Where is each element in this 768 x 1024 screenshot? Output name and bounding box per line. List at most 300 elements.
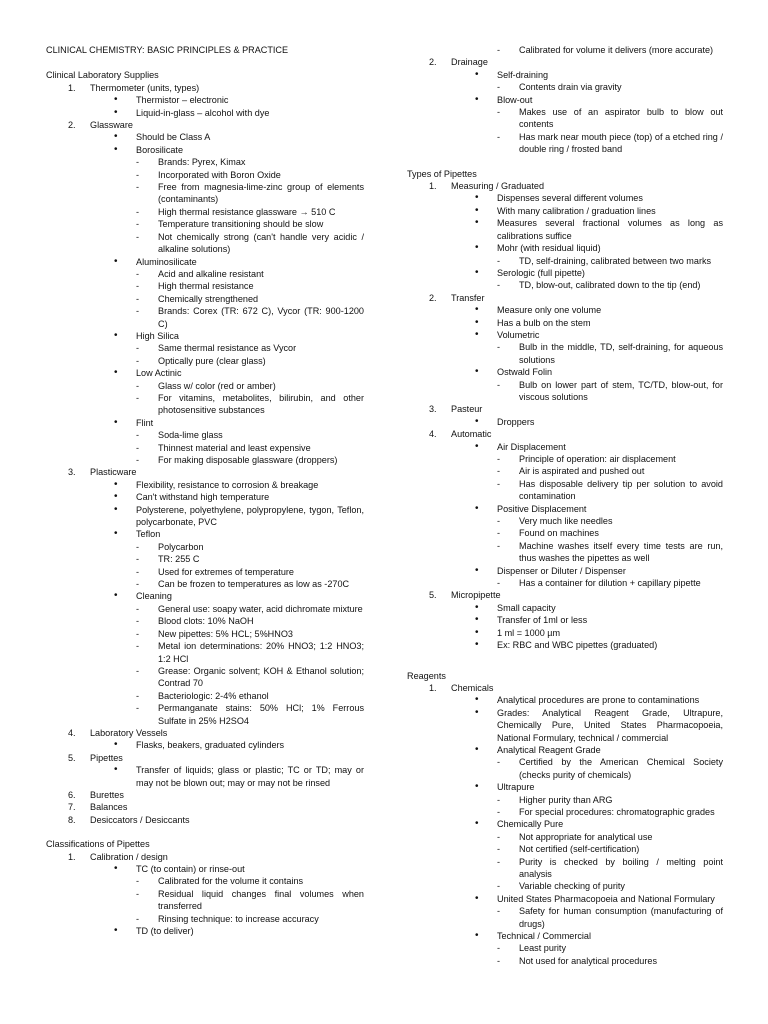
bullet-item	[46, 256, 364, 268]
bullet-icon: •	[475, 204, 479, 216]
dash-item	[407, 540, 723, 565]
dash-item	[46, 355, 364, 367]
line-text: TR: 255 C	[158, 554, 200, 565]
line-text: Chemicals	[451, 682, 494, 693]
dash-marker: -	[136, 541, 140, 552]
line-text: Bulb on lower part of stem, TC/TD, blow-out, for viscous solutions	[519, 379, 723, 402]
line-text: Has disposable delivery tip per solution to avoid contamination	[519, 478, 723, 502]
dash-marker: -	[136, 206, 140, 217]
dash-item	[46, 578, 364, 590]
bullet-item	[407, 441, 723, 453]
line-text: Can be frozen to temperatures as low as -270C	[158, 579, 350, 590]
dash-item	[46, 702, 364, 727]
line-text: New pipettes: 5% HCL; 5%HNO3	[158, 628, 293, 639]
dash-item	[46, 392, 364, 417]
bullet-icon: •	[114, 764, 118, 776]
line-text: Acid and alkaline resistant	[158, 268, 264, 279]
section-heading	[46, 838, 364, 850]
line-text: Glass w/ color (red or amber)	[158, 380, 276, 391]
dash-marker: -	[136, 157, 140, 168]
dash-item	[407, 905, 723, 930]
bullet-icon: •	[114, 863, 118, 874]
line-text: Optically pure (clear glass)	[158, 355, 266, 366]
list-number: 1.	[429, 181, 437, 192]
line-text: Has a container for dilution + capillary pipette	[519, 578, 701, 589]
dash-marker: -	[136, 392, 140, 403]
dash-item	[407, 44, 723, 56]
line-text: Low Actinic	[136, 368, 182, 379]
bullet-item	[407, 267, 723, 279]
list-number: 6.	[68, 789, 76, 800]
bullet-icon: •	[114, 503, 118, 515]
bullet-item	[407, 627, 723, 639]
dash-marker: -	[136, 268, 140, 279]
line-text: Pasteur	[451, 404, 483, 415]
bullet-icon: •	[114, 590, 118, 602]
dash-marker: -	[497, 454, 501, 464]
left-column	[46, 44, 364, 937]
dash-item	[407, 880, 723, 892]
line-text: Self-draining	[497, 69, 549, 80]
dash-item	[407, 955, 723, 967]
bullet-item	[407, 503, 723, 515]
outline-item	[46, 752, 364, 764]
list-number: 2.	[429, 292, 437, 303]
bullet-icon: •	[475, 781, 479, 793]
dash-marker: -	[497, 794, 501, 805]
dash-marker: -	[136, 182, 140, 193]
bullet-item	[46, 131, 364, 143]
bullet-item	[407, 930, 723, 942]
line-text: Rinsing technique: to increase accuracy	[158, 913, 319, 924]
page-title-text: CLINICAL CHEMISTRY: BASIC PRINCIPLES & PRACTICE	[46, 45, 289, 55]
dash-marker: -	[497, 379, 501, 390]
dash-item	[46, 603, 364, 615]
bullet-icon: •	[475, 502, 479, 514]
dash-item	[46, 206, 364, 218]
line-text: General use: soapy water, acid dichromate mixture	[158, 603, 363, 614]
dash-marker: -	[136, 579, 140, 590]
line-text: Certified by the American Chemical Society (checks purity of chemicals)	[519, 757, 723, 780]
bullet-item	[46, 504, 364, 529]
bullet-icon: •	[475, 328, 479, 340]
line-text: For making disposable glassware (droppers)	[158, 455, 338, 465]
list-number: 3.	[68, 467, 76, 478]
dash-item	[407, 756, 723, 781]
bullet-icon: •	[475, 242, 479, 254]
bullet-item	[407, 242, 723, 254]
line-text: Plasticware	[90, 467, 137, 478]
dash-marker: -	[136, 169, 140, 180]
bullet-icon: •	[114, 143, 118, 155]
line-text: Transfer	[451, 292, 485, 303]
dash-item	[407, 843, 723, 855]
dash-marker: -	[497, 844, 501, 855]
line-text: Classifications of Pipettes	[46, 839, 150, 850]
line-text: Thermometer (units, types)	[90, 82, 200, 93]
outline-item	[407, 56, 723, 68]
outline-item	[407, 180, 723, 192]
bullet-icon: •	[475, 706, 479, 718]
bullet-icon: •	[114, 94, 118, 106]
line-text: Transfer of liquids; glass or plastic; TC or TD; may or may not be blown out; may or may not be rinsed	[136, 765, 364, 788]
outline-item	[46, 466, 364, 478]
bullet-icon: •	[475, 614, 479, 626]
line-text: Has a bulb on the stem	[497, 317, 591, 328]
dash-item	[407, 379, 723, 404]
dash-marker: -	[136, 665, 140, 676]
bullet-item	[46, 417, 364, 429]
bullet-icon: •	[475, 415, 479, 427]
dash-marker: -	[497, 82, 501, 93]
line-text: High Silica	[136, 330, 179, 341]
dash-marker: -	[497, 757, 501, 768]
bullet-item	[407, 329, 723, 341]
dash-item	[407, 279, 723, 291]
bullet-icon: •	[475, 192, 479, 204]
dash-marker: -	[497, 540, 501, 551]
line-text: Mohr (with residual liquid)	[497, 243, 601, 254]
outline-item	[407, 428, 723, 440]
line-text: Flexibility, resistance to corrosion & breakage	[136, 479, 319, 490]
line-text: Brands: Pyrex, Kimax	[158, 157, 246, 168]
bullet-icon: •	[114, 528, 118, 540]
line-text: Not appropriate for analytical use	[519, 831, 653, 842]
line-text: Glassware	[90, 120, 133, 131]
dash-marker: -	[497, 955, 501, 966]
bullet-icon: •	[475, 266, 479, 278]
dash-marker: -	[497, 255, 501, 266]
dash-marker: -	[136, 628, 140, 639]
dash-item	[46, 156, 364, 168]
line-text: TD (to deliver)	[136, 926, 194, 937]
dash-marker: -	[136, 913, 140, 924]
outline-item	[407, 589, 723, 601]
bullet-icon: •	[475, 626, 479, 638]
bullet-icon: •	[475, 316, 479, 328]
dash-marker: -	[136, 566, 140, 577]
bullet-item	[46, 94, 364, 106]
bullet-icon: •	[475, 818, 479, 830]
bullet-item	[46, 107, 364, 119]
bullet-icon: •	[114, 255, 118, 267]
line-text: Grease: Organic solvent; KOH & Ethanol solution; Contrad 70	[158, 665, 364, 689]
dash-item	[46, 231, 364, 256]
line-text: Found on machines	[519, 528, 599, 539]
bullet-item	[46, 863, 364, 875]
line-text: Flint	[136, 417, 154, 428]
line-text: Bacteriologic: 2-4% ethanol	[158, 690, 269, 701]
bullet-item	[46, 925, 364, 937]
line-text: Has mark near mouth piece (top) of a etched ring / double ring / frosted band	[519, 131, 723, 155]
line-text: Balances	[90, 802, 128, 813]
dash-marker: -	[136, 293, 140, 304]
line-text: Serologic (full pipette)	[497, 267, 585, 278]
bullet-item	[407, 205, 723, 217]
outline-item	[46, 82, 364, 94]
dash-item	[407, 856, 723, 881]
line-text: Flasks, beakers, graduated cylinders	[136, 740, 285, 751]
outline-item	[407, 403, 723, 415]
dash-marker: -	[497, 806, 501, 817]
dash-item	[407, 341, 723, 366]
line-text: Purity is checked by boiling / melting point analysis	[519, 856, 723, 879]
bullet-item	[407, 366, 723, 378]
line-text: Permanganate stains: 50% HCl; 1% Ferrous Sulfate in 25% H2SO4	[158, 703, 364, 726]
bullet-item	[407, 694, 723, 706]
dash-item	[407, 465, 723, 477]
bullet-icon: •	[475, 743, 479, 755]
line-text: Thermistor – electronic	[136, 95, 229, 106]
line-text: Small capacity	[497, 602, 556, 613]
line-text: Not used for analytical procedures	[519, 955, 657, 966]
dash-item	[46, 454, 364, 466]
section-heading	[407, 670, 723, 682]
line-text: Air Displacement	[497, 441, 566, 452]
line-text: Bulb in the middle, TD, self-draining, for aqueous solutions	[519, 342, 723, 365]
section-heading	[46, 69, 364, 81]
dash-marker: -	[136, 455, 140, 465]
list-number: 1.	[68, 82, 76, 93]
list-number: 7.	[68, 802, 76, 813]
line-text: Ultrapure	[497, 782, 535, 793]
line-text: Variable checking of purity	[519, 881, 625, 892]
dash-marker: -	[136, 430, 140, 441]
dash-marker: -	[136, 554, 140, 565]
bullet-icon: •	[475, 217, 479, 229]
line-text: Air is aspirated and pushed out	[519, 466, 645, 477]
bullet-item	[407, 192, 723, 204]
bullet-icon: •	[114, 131, 118, 143]
bullet-item	[407, 602, 723, 614]
list-number: 5.	[68, 752, 76, 763]
line-text: United States Pharmacopoeia and National Formulary	[497, 893, 715, 904]
line-text: TD, blow-out, calibrated down to the tip (end)	[519, 280, 701, 291]
dash-item	[46, 553, 364, 565]
list-number: 5.	[429, 590, 437, 601]
bullet-icon: •	[475, 440, 479, 452]
line-text: Chemically strengthened	[158, 293, 259, 304]
line-text: Drainage	[451, 57, 488, 68]
dash-marker: -	[497, 881, 501, 892]
dash-item	[407, 806, 723, 818]
bullet-icon: •	[475, 601, 479, 613]
dash-item	[46, 615, 364, 627]
dash-item	[407, 255, 723, 267]
line-text: Pipettes	[90, 752, 123, 763]
line-text: For special procedures: chromatographic grades	[519, 806, 715, 817]
line-text: Least purity	[519, 943, 567, 954]
bullet-item	[46, 330, 364, 342]
line-text: Residual liquid changes final volumes when transferred	[158, 888, 364, 912]
dash-marker: -	[497, 466, 501, 477]
dash-marker: -	[136, 231, 140, 242]
bullet-item	[407, 416, 723, 428]
line-text: Automatic	[451, 429, 492, 440]
line-text: Volumetric	[497, 329, 540, 340]
dash-marker: -	[136, 888, 140, 899]
dash-item	[46, 169, 364, 181]
dash-item	[46, 181, 364, 206]
line-text: Ostwald Folin	[497, 367, 553, 378]
bullet-icon: •	[114, 925, 118, 937]
dash-item	[407, 794, 723, 806]
dash-item	[407, 515, 723, 527]
line-text: Dispenser or Diluter / Dispenser	[497, 565, 626, 576]
line-text: Not chemically strong (can't handle very acidic / alkaline solutions)	[158, 231, 364, 255]
line-text: Measure only one volume	[497, 305, 602, 316]
line-text: Measures several fractional volumes as long as calibrations suffice	[497, 218, 723, 241]
line-text: Technical / Commercial	[497, 931, 591, 942]
bullet-item	[407, 94, 723, 106]
dash-item	[46, 541, 364, 553]
list-number: 1.	[68, 851, 76, 862]
line-text: Grades: Analytical Reagent Grade, Ultrapure, Chemically Pure, United States Pharmacopoeia, National Formulary, technical / commercial	[497, 707, 723, 743]
dash-marker: -	[497, 280, 501, 291]
line-text: Micropipette	[451, 590, 501, 601]
outline-item	[46, 801, 364, 813]
bullet-icon: •	[475, 694, 479, 706]
line-text: For vitamins, metabolites, bilirubin, and other photosensitive substances	[158, 392, 364, 416]
dash-marker: -	[136, 641, 140, 652]
dash-marker: -	[136, 690, 140, 701]
bullet-icon: •	[114, 478, 118, 490]
line-text: Polycarbon	[158, 541, 204, 552]
line-text: Calibrated for the volume it contains	[158, 876, 304, 887]
dash-marker: -	[497, 831, 501, 842]
dash-item	[46, 640, 364, 665]
line-text: Contents drain via gravity	[519, 82, 622, 93]
dash-marker: -	[497, 342, 501, 353]
dash-marker: -	[136, 343, 140, 354]
dash-item	[46, 442, 364, 454]
line-text: Brands: Corex (TR: 672 C), Vycor (TR: 900-1200 C)	[158, 306, 364, 329]
outline-item	[407, 682, 723, 694]
line-text: Calibrated for volume it delivers (more accurate)	[519, 45, 714, 55]
dash-marker: -	[136, 306, 140, 317]
line-text: TD, self-draining, calibrated between two marks	[519, 255, 712, 266]
line-text: Soda-lime glass	[158, 430, 223, 441]
bullet-icon: •	[114, 416, 118, 428]
bullet-icon: •	[475, 930, 479, 942]
line-text: Makes use of an aspirator bulb to blow out contents	[519, 107, 723, 130]
bullet-item	[407, 69, 723, 81]
dash-marker: -	[497, 856, 501, 867]
dash-marker: -	[136, 355, 140, 366]
line-text: Liquid-in-glass – alcohol with dye	[136, 107, 270, 118]
line-text: Higher purity than ARG	[519, 794, 613, 805]
line-text: Borosilicate	[136, 144, 184, 155]
line-text: Dispenses several different volumes	[497, 193, 643, 204]
list-number: 2.	[429, 57, 437, 68]
section-heading	[407, 168, 723, 180]
line-text: Should be Class A	[136, 132, 211, 143]
line-text: Same thermal resistance as Vycor	[158, 343, 297, 354]
bullet-icon: •	[114, 367, 118, 379]
line-text: Blow-out	[497, 94, 533, 105]
line-text: Polysterene, polyethylene, polypropylene, tygon, Teflon, polycarbonate, PVC	[136, 504, 364, 528]
bullet-item	[407, 818, 723, 830]
line-text: High thermal resistance	[158, 281, 254, 292]
line-text: TC (to contain) or rinse-out	[136, 864, 245, 874]
dash-item	[46, 293, 364, 305]
bullet-item	[407, 781, 723, 793]
bullet-item	[407, 217, 723, 242]
dash-item	[46, 690, 364, 702]
bullet-icon: •	[114, 491, 118, 503]
list-number: 1.	[429, 682, 437, 693]
list-number: 3.	[429, 404, 437, 415]
bullet-item	[407, 304, 723, 316]
line-text: Types of Pipettes	[407, 168, 477, 179]
dash-item	[46, 342, 364, 354]
line-text: Ex: RBC and WBC pipettes (graduated)	[497, 640, 658, 651]
bullet-item	[46, 491, 364, 503]
dash-item	[46, 665, 364, 690]
bullet-icon: •	[475, 639, 479, 651]
dash-marker: -	[497, 943, 501, 954]
bullet-item	[46, 739, 364, 751]
line-text: With many calibration / graduation lines	[497, 205, 656, 216]
line-text: Temperature transitioning should be slow	[158, 219, 324, 230]
dash-item	[46, 628, 364, 640]
outline-item	[46, 851, 364, 863]
bullet-item	[407, 565, 723, 577]
line-text: Burettes	[90, 789, 124, 800]
dash-marker: -	[136, 603, 140, 614]
line-text: Analytical procedures are prone to contaminations	[497, 695, 700, 706]
line-text: Incorporated with Boron Oxide	[158, 169, 281, 180]
line-text: Chemically Pure	[497, 819, 564, 830]
right-column	[407, 44, 723, 967]
line-text: Machine washes itself every time tests are run, thus washes the pipettes as well	[519, 540, 723, 564]
line-text: Positive Displacement	[497, 503, 587, 514]
bullet-item	[407, 317, 723, 329]
dash-item	[407, 942, 723, 954]
dash-marker: -	[497, 516, 501, 527]
bullet-item	[46, 367, 364, 379]
page-title	[46, 44, 364, 56]
outline-item	[407, 292, 723, 304]
outline-item	[46, 789, 364, 801]
line-text: Metal ion determinations: 20% HNO3; 1:2 HNO3; 1:2 HCl	[158, 641, 364, 664]
bullet-icon: •	[475, 366, 479, 378]
bullet-icon: •	[475, 564, 479, 576]
bullet-icon: •	[475, 68, 479, 80]
dash-item	[407, 831, 723, 843]
outline-item	[46, 814, 364, 826]
bullet-item	[407, 614, 723, 626]
line-text: High thermal resistance glassware → 510 C	[158, 206, 336, 217]
dash-marker: -	[497, 578, 501, 589]
dash-marker: -	[497, 478, 501, 489]
list-number: 4.	[68, 727, 76, 738]
dash-item	[407, 478, 723, 503]
outline-item	[46, 727, 364, 739]
list-number: 2.	[68, 120, 76, 131]
bullet-icon: •	[475, 93, 479, 105]
dash-marker: -	[136, 380, 140, 391]
line-text: Reagents	[407, 670, 446, 681]
dash-marker: -	[136, 442, 140, 453]
dash-item	[407, 131, 723, 156]
dash-marker: -	[136, 703, 140, 714]
bullet-item	[407, 893, 723, 905]
line-text: Measuring / Graduated	[451, 181, 545, 192]
line-text: Analytical Reagent Grade	[497, 744, 601, 755]
dash-item	[407, 81, 723, 93]
line-text: Can't withstand high temperature	[136, 492, 270, 503]
